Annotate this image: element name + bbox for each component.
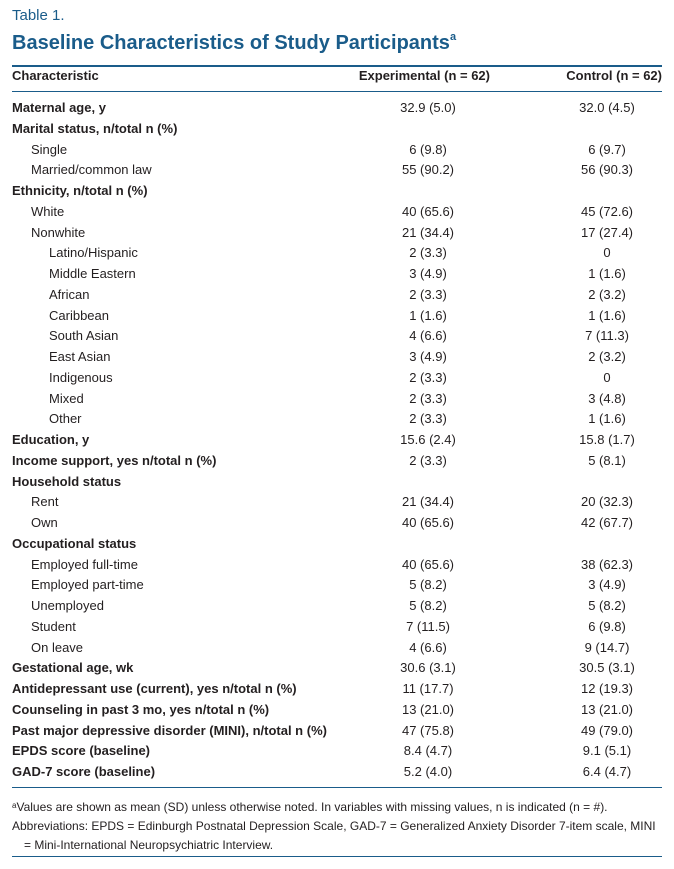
row-label: Middle Eastern [49, 266, 136, 281]
control-value: 17 (27.4) [580, 224, 634, 240]
table-row [12, 347, 662, 368]
control-value: 13 (21.0) [580, 701, 634, 717]
row-label: Own [31, 515, 58, 530]
table-row [12, 513, 662, 534]
table-bottom-rule [12, 787, 662, 788]
experimental-value: 5.2 (4.0) [403, 764, 453, 779]
table-row [12, 140, 662, 161]
experimental-value: 32.9 (5.0) [400, 100, 456, 115]
column-header-characteristic: Characteristic [12, 68, 99, 83]
row-label: Employed part-time [31, 577, 144, 593]
footnote-abbreviations: Abbreviations: EPDS = Edinburgh Postnatal Depression Scale, GAD-7 = Generalized Anxiety Disorder 7-item scale, MINI = Mini-International Neuropsychiatric Interview. [12, 819, 656, 852]
row-label: South Asian [49, 328, 119, 344]
table-row [12, 596, 662, 617]
control-value: 20 (32.3) [580, 494, 634, 510]
table-row [12, 389, 662, 410]
table-row [12, 306, 662, 327]
row-label: On leave [31, 639, 84, 655]
row-label: Household status [12, 473, 122, 489]
row-label: Married/common law [31, 162, 152, 178]
control-value: 32.0 (4.5) [579, 100, 635, 115]
table-row [12, 762, 662, 783]
control-value: 2 (3.2) [588, 286, 626, 302]
table-row [12, 264, 662, 285]
table-row [12, 451, 662, 472]
control-value: 30.5 (3.1) [579, 660, 635, 676]
header-bottom-rule [12, 91, 662, 92]
control-value: 3 (4.9) [588, 577, 626, 593]
footnote-a-text: Values are shown as mean (SD) unless otherwise noted. In variables with missing values, n is indicated (n = #). [16, 800, 608, 814]
experimental-value: 40 (65.6) [401, 203, 455, 219]
control-value: 6.4 (4.7) [582, 764, 632, 779]
table-row [12, 181, 662, 202]
experimental-value: 8.4 (4.7) [403, 743, 453, 759]
table-row [12, 326, 662, 347]
footnote-a [12, 798, 664, 817]
table-row [12, 638, 662, 659]
experimental-value: 5 (8.2) [409, 577, 447, 593]
table-row [12, 679, 662, 700]
table-row [12, 741, 662, 762]
row-label: Rent [31, 494, 59, 510]
control-value: 1 (1.6) [588, 266, 626, 281]
table-row [12, 285, 662, 306]
table-row [12, 368, 662, 389]
table-body [12, 98, 662, 783]
control-value: 7 (11.3) [585, 328, 629, 344]
row-label: Mixed [49, 390, 84, 406]
control-value: 2 (3.2) [588, 349, 626, 364]
experimental-value: 2 (3.3) [409, 286, 447, 302]
experimental-value: 2 (3.3) [409, 452, 447, 468]
experimental-value: 55 (90.2) [401, 162, 455, 178]
column-header-control: Control (n = 62) [566, 68, 662, 83]
control-value: 6 (9.7) [588, 141, 626, 157]
experimental-value: 21 (34.4) [401, 224, 455, 240]
table-row [12, 160, 662, 181]
experimental-value: 4 (6.6) [409, 639, 447, 655]
experimental-value: 4 (6.6) [409, 328, 447, 344]
control-value: 9 (14.7) [584, 639, 630, 655]
row-label: GAD-7 score (baseline) [12, 764, 156, 779]
control-value: 3 (4.8) [588, 390, 626, 406]
table-row [12, 223, 662, 244]
experimental-value: 2 (3.3) [409, 245, 447, 261]
control-value: 45 (72.6) [580, 203, 634, 219]
footer-rule [12, 856, 662, 857]
experimental-value: 6 (9.8) [409, 141, 447, 157]
row-label: Income support, yes n/total n (%) [12, 452, 217, 468]
control-value: 49 (79.0) [580, 722, 634, 738]
control-value: 42 (67.7) [580, 515, 634, 530]
experimental-value: 2 (3.3) [409, 411, 447, 427]
table-row [12, 555, 662, 576]
row-label: Unemployed [31, 598, 104, 613]
experimental-value: 2 (3.3) [409, 390, 447, 406]
column-header-experimental: Experimental (n = 62) [358, 68, 490, 83]
row-label: Student [31, 618, 76, 634]
table-label: Table 1. [12, 7, 65, 24]
table-header-row [12, 68, 662, 88]
row-label: Latino/Hispanic [49, 245, 138, 261]
experimental-value: 3 (4.9) [409, 266, 447, 281]
experimental-value: 21 (34.4) [401, 494, 455, 510]
table-row [12, 98, 662, 119]
control-value: 12 (19.3) [580, 681, 634, 696]
experimental-value: 40 (65.6) [401, 556, 455, 572]
row-label: Antidepressant use (current), yes n/total n (%) [12, 681, 297, 696]
control-value: 5 (8.1) [588, 452, 626, 468]
table-row [12, 409, 662, 430]
table-row [12, 700, 662, 721]
table-title [12, 32, 456, 55]
control-value: 1 (1.6) [588, 307, 626, 323]
table-row [12, 430, 662, 451]
row-label: EPDS score (baseline) [12, 743, 150, 759]
row-label: Past major depressive disorder (MINI), n/total n (%) [12, 722, 327, 738]
row-label: Employed full-time [31, 556, 138, 572]
table-row [12, 617, 662, 638]
control-value: 5 (8.2) [588, 598, 626, 613]
table-row [12, 575, 662, 596]
row-label: Indigenous [49, 369, 113, 385]
row-label: Occupational status [12, 535, 137, 551]
row-label: White [31, 203, 65, 219]
table-row [12, 119, 662, 140]
table-footnotes [12, 798, 664, 855]
table-row [12, 658, 662, 679]
experimental-value: 2 (3.3) [409, 369, 447, 385]
row-label: Maternal age, y [12, 100, 106, 115]
row-label: Single [31, 141, 68, 157]
row-label: Education, y [12, 432, 90, 447]
control-value: 1 (1.6) [588, 411, 626, 427]
row-label: Marital status, n/total n (%) [12, 120, 178, 136]
experimental-value: 3 (4.9) [409, 349, 447, 364]
experimental-value: 40 (65.6) [401, 515, 455, 530]
table-row [12, 492, 662, 513]
row-label: African [49, 286, 90, 302]
row-label: Ethnicity, n/total n (%) [12, 183, 148, 198]
row-label: Nonwhite [31, 224, 86, 240]
experimental-value: 47 (75.8) [401, 722, 455, 738]
experimental-value: 1 (1.6) [409, 307, 447, 323]
footnote-a-marker: a [12, 801, 17, 810]
experimental-value: 15.6 (2.4) [400, 432, 456, 447]
experimental-value: 11 (17.7) [402, 681, 454, 696]
table-row [12, 472, 662, 493]
experimental-value: 13 (21.0) [401, 701, 455, 717]
control-value: 15.8 (1.7) [579, 432, 635, 447]
row-label: Counseling in past 3 mo, yes n/total n (%) [12, 701, 270, 717]
control-value: 0 [603, 369, 611, 385]
table-row [12, 243, 662, 264]
title-footnote-marker: a [449, 31, 457, 43]
row-label: Caribbean [49, 307, 109, 323]
table-row [12, 202, 662, 223]
control-value: 9.1 (5.1) [582, 743, 632, 759]
table-row [12, 534, 662, 555]
row-label: East Asian [49, 349, 111, 364]
control-value: 0 [603, 245, 611, 261]
header-top-rule [12, 65, 662, 67]
experimental-value: 5 (8.2) [409, 598, 447, 613]
row-label: Gestational age, wk [12, 660, 134, 676]
control-value: 56 (90.3) [580, 162, 634, 178]
table-row [12, 721, 662, 742]
experimental-value: 7 (11.5) [406, 618, 450, 634]
control-value: 6 (9.8) [588, 618, 626, 634]
row-label: Other [49, 411, 82, 427]
experimental-value: 30.6 (3.1) [400, 660, 456, 676]
table-title-text: Baseline Characteristics of Study Participants [12, 32, 450, 54]
control-value: 38 (62.3) [580, 556, 634, 572]
